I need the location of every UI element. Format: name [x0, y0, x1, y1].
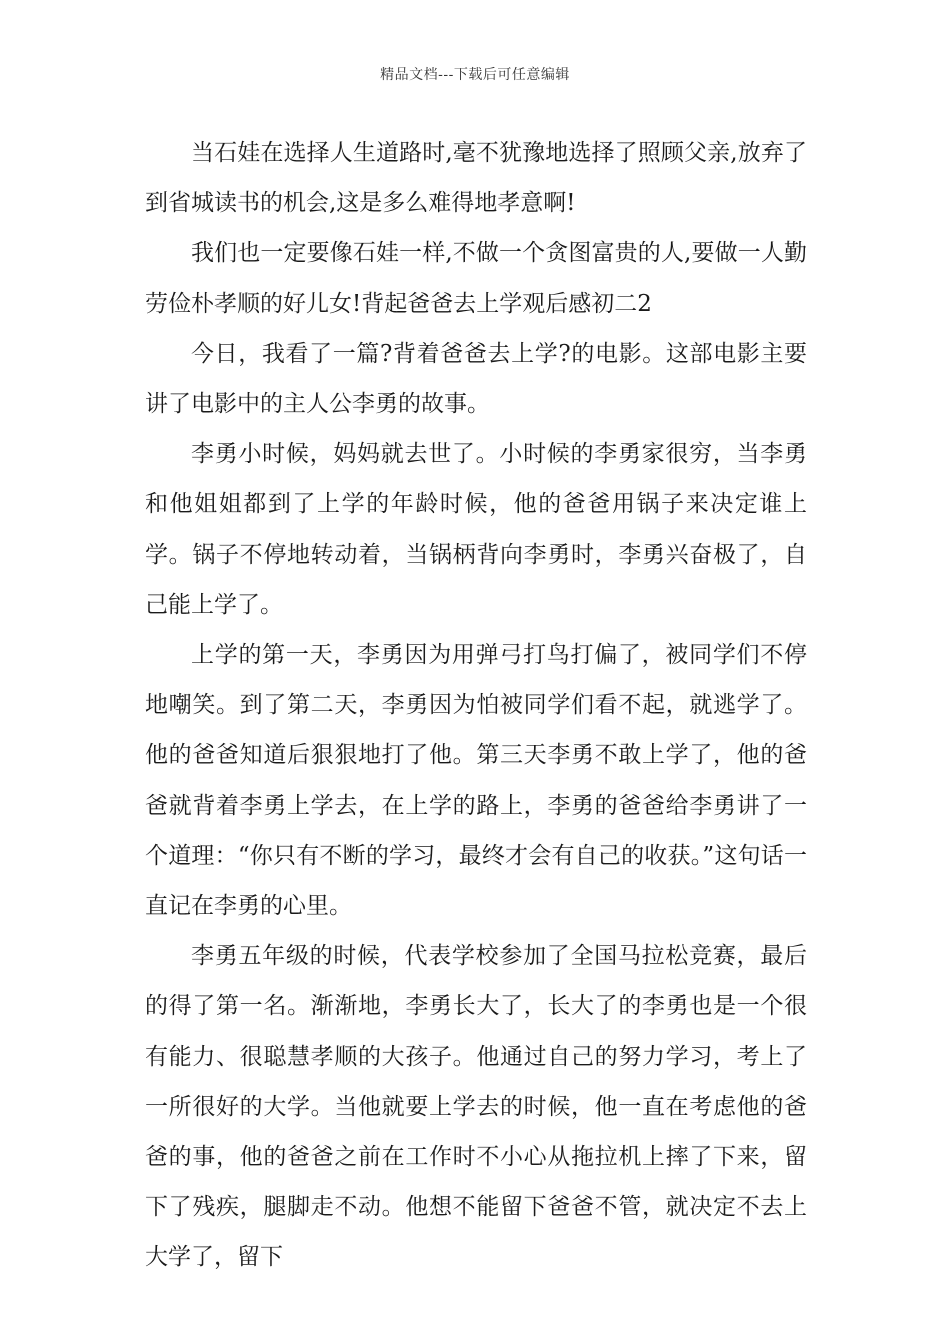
paragraph-4: 李勇小时候，妈妈就去世了。小时候的李勇家很穷，当李勇和他姐姐都到了上学的年龄时候，他的爸爸用锅子来决定谁上学。锅子不停地转动着，当锅柄背向李勇时，李勇兴奋极了，自己能上学了。 [145, 441, 807, 618]
paragraph-3: 今日，我看了一篇?背着爸爸去上学?的电影。这部电影主要讲了电影中的主人公李勇的故事。 [145, 340, 807, 418]
paragraph-6: 李勇五年级的时候，代表学校参加了全国马拉松竞赛，最后的得了第一名。渐渐地，李勇长大了，长大了的李勇也是一个很有能力、很聪慧孝顺的大孩子。他通过自己的努力学习，考上了一所很好的大学。当他就要上学去的时候，他一直在考虑他的爸爸的事，他的爸爸之前在工作时不小心从拖拉机上摔了下来，留下了残疾，腿脚走不动。他想不能留下爸爸不管，就决定不去上大学了，留下 [145, 943, 807, 1271]
paragraph-5: 上学的第一天，李勇因为用弹弓打鸟打偏了，被同学们不停地嘲笑。到了第二天，李勇因为怕被同学们看不起，就逃学了。他的爸爸知道后狠狠地打了他。第三天李勇不敢上学了，他的爸爸就背着李勇上学去，在上学的路上，李勇的爸爸给李勇讲了一个道理：“你只有不断的学习，最终才会有自己的收获。”这句话一直记在李勇的心里。 [145, 642, 807, 920]
document-body [145, 128, 807, 1283]
paragraph-2: 我们也一定要像石娃一样,不做一个贪图富贵的人,要做一人勤劳俭朴孝顺的好儿女!背起爸爸去上学观后感初二2 [145, 240, 807, 317]
page-header: 精品文档---下载后可任意编辑 [380, 67, 570, 83]
paragraph-1: 当石娃在选择人生道路时,毫不犹豫地选择了照顾父亲,放弃了到省城读书的机会,这是多么难得地孝意啊! [145, 140, 807, 217]
